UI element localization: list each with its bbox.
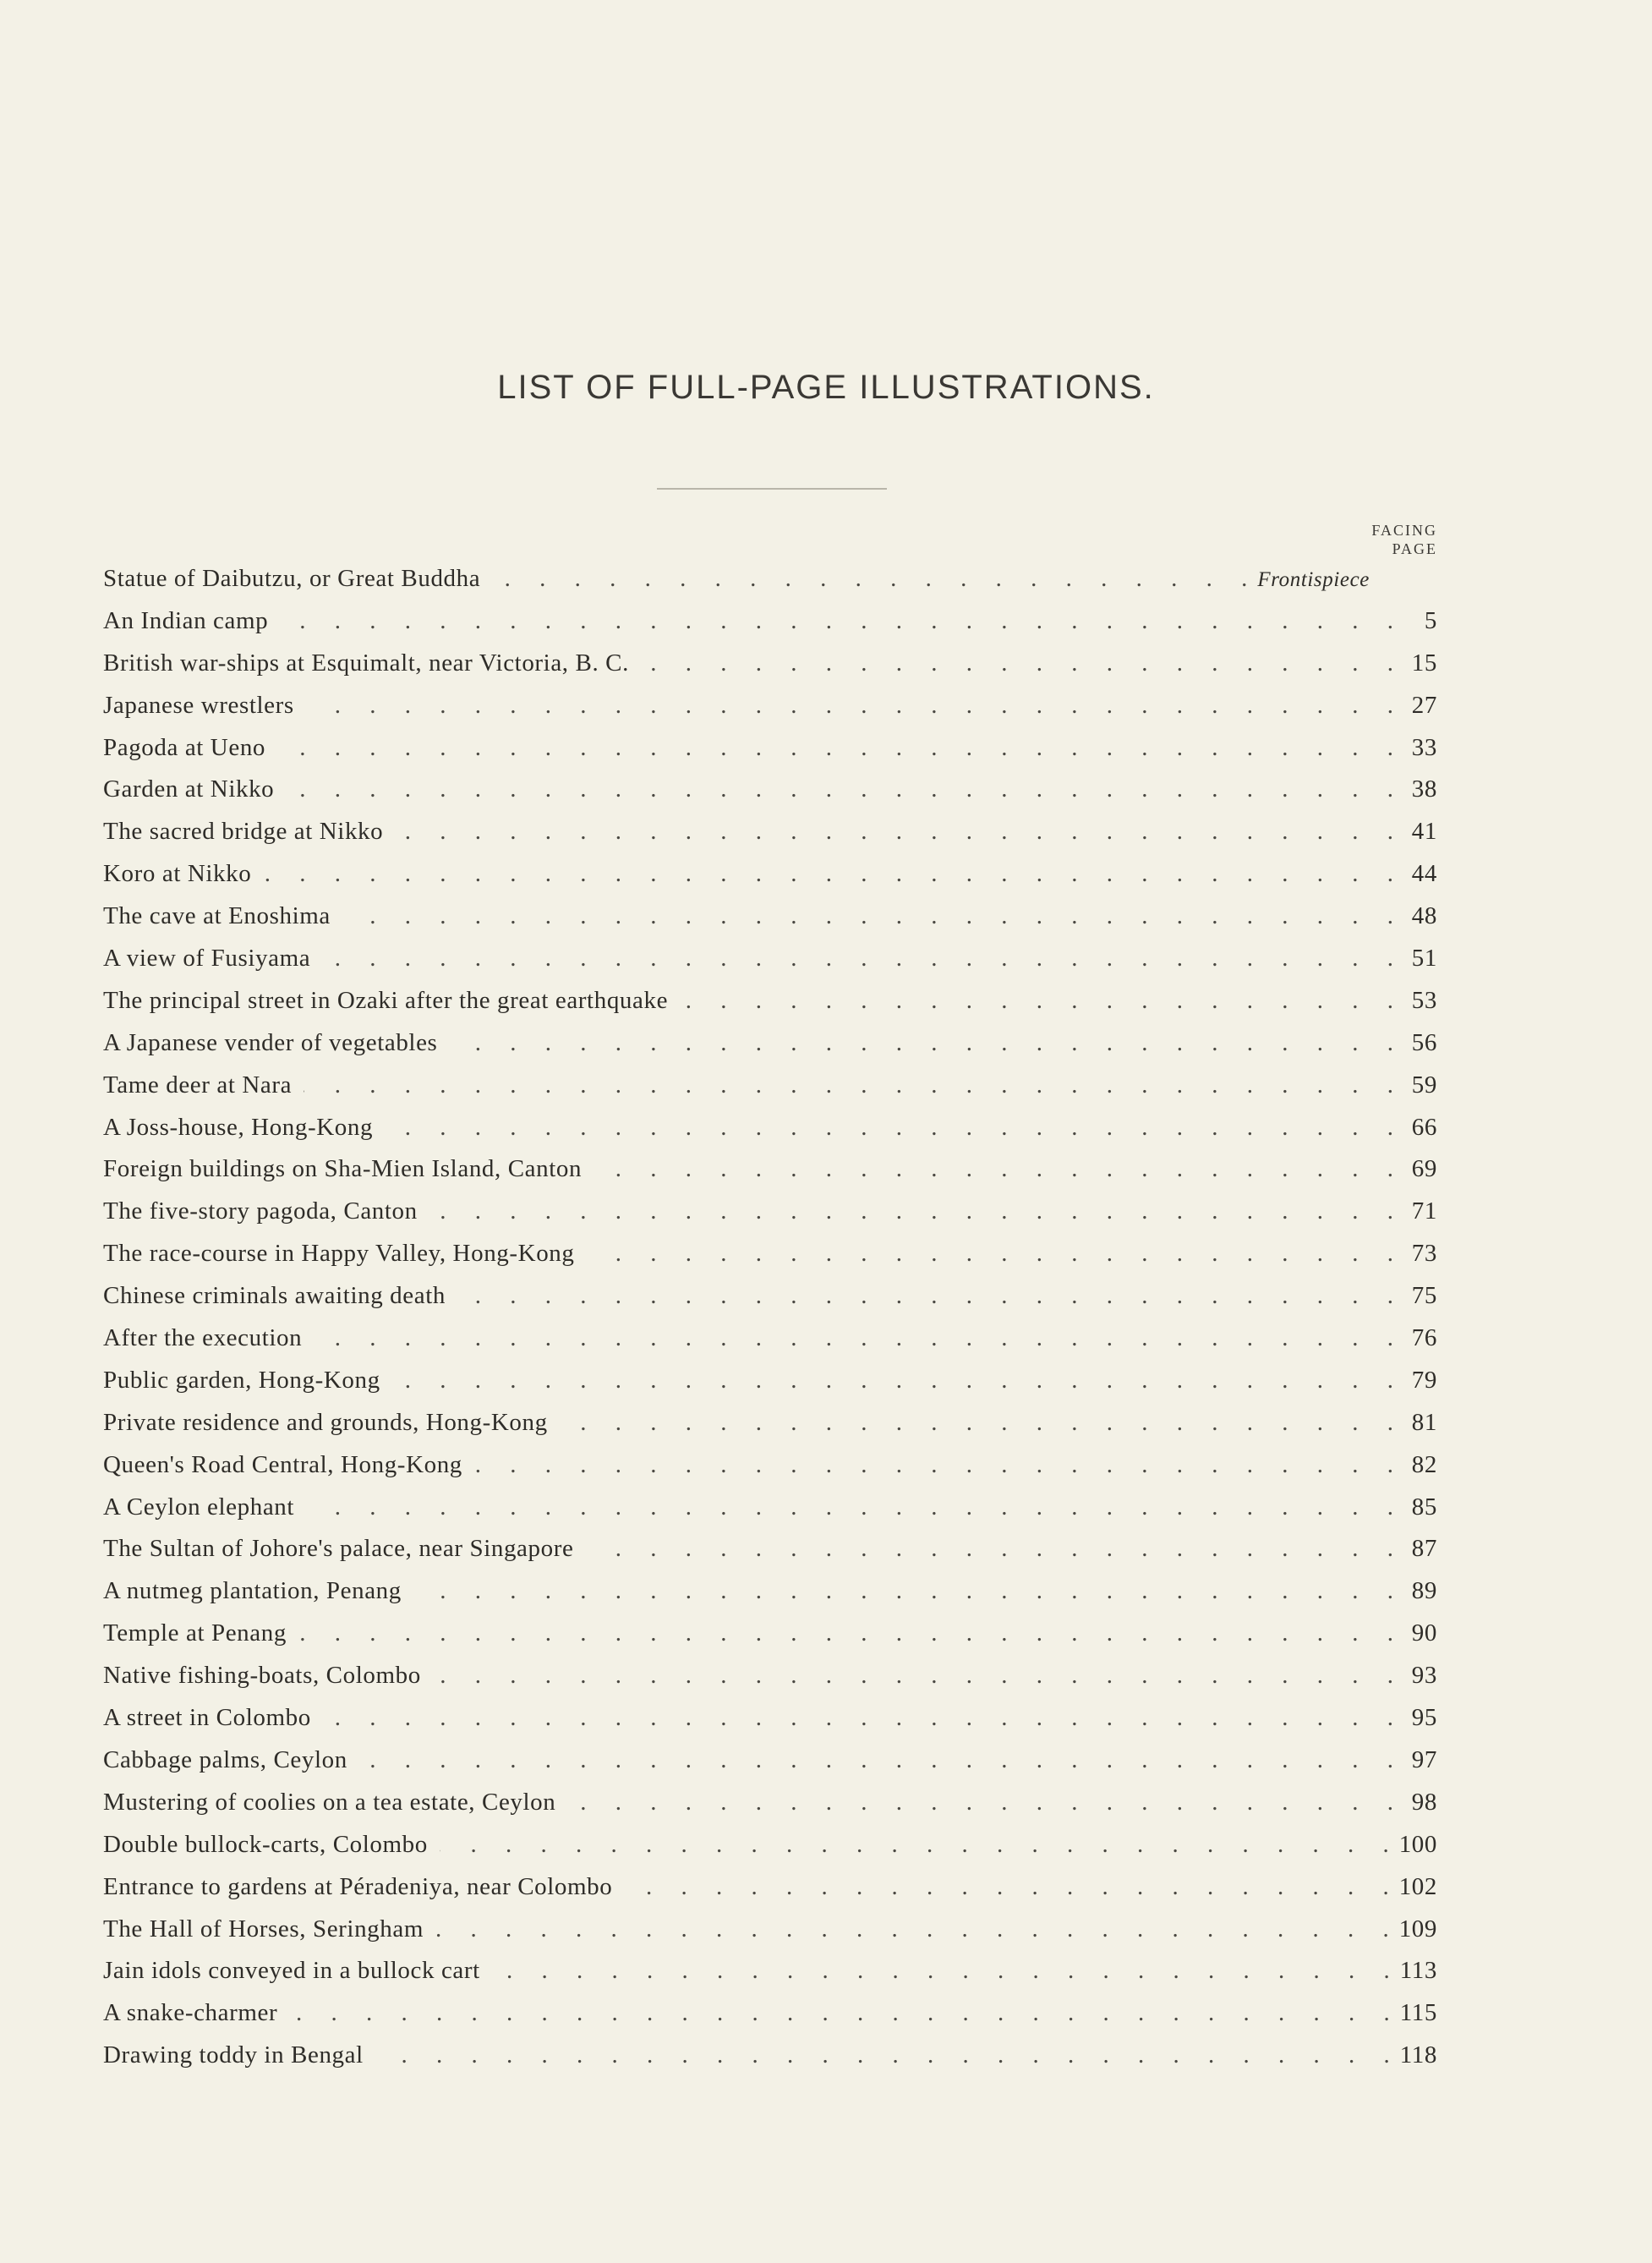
page-number: 85: [1411, 1493, 1437, 1521]
facing-page-header: [1371, 521, 1437, 558]
list-item: [103, 1957, 1437, 1999]
list-item: [103, 1451, 1437, 1493]
list-item: [103, 860, 1437, 902]
page-number: 44: [1411, 860, 1437, 888]
list-item: [103, 1197, 1437, 1240]
dot-leader: [429, 1197, 1393, 1225]
page-number: 76: [1411, 1324, 1437, 1352]
illustration-title: A snake-charmer: [103, 1999, 278, 2027]
illustration-title: Garden at Nikko: [103, 775, 275, 803]
page-number: 66: [1411, 1113, 1437, 1141]
list-item: [103, 1873, 1437, 1915]
illustration-title: The cave at Enoshima: [103, 902, 331, 930]
illustration-title: A Japanese vender of vegetables: [103, 1028, 438, 1056]
illustration-title: A view of Fusiyama: [103, 945, 311, 973]
illustration-title: A Joss-house, Hong-Kong: [103, 1113, 374, 1141]
list-item: [103, 1619, 1437, 1662]
dot-leader: [306, 1493, 1393, 1521]
dot-leader: [474, 1451, 1393, 1479]
page-number: 79: [1411, 1366, 1437, 1394]
dot-leader: [440, 1831, 1389, 1859]
dot-leader: [567, 1789, 1393, 1816]
illustration-title: The principal street in Ozaki after the great earthquake: [103, 986, 669, 1014]
dot-leader: [587, 1240, 1394, 1268]
list-item: [103, 1029, 1437, 1071]
dot-leader: [289, 1999, 1390, 2027]
page-number: 109: [1398, 1915, 1437, 1942]
illustration-title: Tame deer at Nara: [103, 1071, 293, 1099]
list-item: [103, 1071, 1437, 1114]
list-item: [103, 1367, 1437, 1409]
illustration-title: Statue of Daibutzu, or Great Buddha: [103, 565, 481, 592]
page-number: 51: [1411, 945, 1437, 973]
illustration-title: Double bullock-carts, Colombo: [103, 1830, 428, 1858]
list-item: [103, 818, 1437, 860]
illustration-title: The race-course in Happy Valley, Hong-Kong: [103, 1240, 575, 1268]
facing-page-header-line2: PAGE: [1392, 540, 1437, 557]
page-number: 5: [1424, 606, 1437, 634]
list-item: [103, 1831, 1437, 1873]
page-number: 113: [1399, 1957, 1437, 1985]
page-number: Frontispiece: [1257, 568, 1370, 591]
page-number: 82: [1411, 1450, 1437, 1478]
list-item: [103, 987, 1437, 1029]
facing-page-header-line1: FACING: [1371, 522, 1437, 539]
dot-leader: [322, 945, 1393, 973]
dot-leader: [624, 1873, 1388, 1901]
dot-leader: [323, 1704, 1393, 1732]
dot-leader: [385, 1114, 1393, 1142]
page-number: 75: [1411, 1282, 1437, 1310]
page-number: 118: [1399, 2041, 1437, 2069]
dot-leader: [359, 1746, 1393, 1774]
dot-leader: [342, 902, 1393, 930]
page-number: 81: [1411, 1408, 1437, 1436]
dot-leader: [492, 1957, 1390, 1985]
list-item: [103, 1535, 1437, 1577]
page-number: 53: [1411, 986, 1437, 1014]
dot-leader: [392, 1367, 1393, 1395]
list-item: [103, 1240, 1437, 1282]
illustration-title: Entrance to gardens at Péradeniya, near Colombo: [103, 1872, 613, 1900]
page-number: 97: [1411, 1745, 1437, 1773]
dot-leader: [413, 1577, 1393, 1605]
illustration-title: An Indian camp: [103, 606, 269, 634]
illustration-title: Mustering of coolies on a tea estate, Ceylon: [103, 1788, 556, 1816]
dot-leader: [560, 1409, 1393, 1437]
illustration-title: A Ceylon elephant: [103, 1493, 295, 1521]
illustration-title: The Sultan of Johore's palace, near Singapore: [103, 1535, 574, 1563]
list-item: [103, 1324, 1437, 1367]
dot-leader: [314, 1324, 1393, 1352]
page-title: LIST OF FULL-PAGE ILLUSTRATIONS.: [497, 369, 1155, 406]
page-number: 100: [1398, 1830, 1437, 1858]
page-number: 93: [1411, 1662, 1437, 1690]
illustration-title: British war-ships at Esquimalt, near Victoria, B. C.: [103, 649, 629, 677]
dot-leader: [277, 734, 1393, 762]
dot-leader: [594, 1155, 1393, 1183]
page-number: 41: [1411, 818, 1437, 846]
page-number: 48: [1411, 902, 1437, 930]
illustration-title: Jain idols conveyed in a bullock cart: [103, 1957, 480, 1985]
illustration-title: Temple at Penang: [103, 1619, 287, 1647]
illustration-title: Cabbage palms, Ceylon: [103, 1745, 347, 1773]
dot-leader: [286, 775, 1393, 803]
illustration-title: Native fishing-boats, Colombo: [103, 1662, 421, 1690]
dot-leader: [457, 1282, 1393, 1310]
page-number: 89: [1411, 1577, 1437, 1605]
list-item: [103, 775, 1437, 818]
list-item: [103, 1746, 1437, 1789]
page-number: 71: [1411, 1197, 1437, 1225]
list-item: [103, 902, 1437, 945]
dot-leader: [395, 818, 1393, 846]
list-item: [103, 649, 1437, 692]
dot-leader: [433, 1662, 1393, 1690]
dot-leader: [298, 1619, 1393, 1647]
title-divider: [657, 488, 887, 490]
dot-leader: [449, 1029, 1393, 1057]
illustration-title: A nutmeg plantation, Penang: [103, 1577, 402, 1605]
page-number: 90: [1411, 1619, 1437, 1647]
dot-leader: [375, 2041, 1390, 2069]
list-item: [103, 1704, 1437, 1746]
page-number: 87: [1411, 1535, 1437, 1563]
list-item: [103, 565, 1437, 607]
illustration-title: Chinese criminals awaiting death: [103, 1282, 446, 1310]
page-number: 102: [1398, 1872, 1437, 1900]
list-item: [103, 1999, 1437, 2041]
illustration-title: Drawing toddy in Bengal: [103, 2041, 364, 2069]
dot-leader: [435, 1915, 1389, 1943]
dot-leader: [641, 649, 1393, 677]
illustration-title: Public garden, Hong-Kong: [103, 1366, 380, 1394]
illustration-title: Queen's Road Central, Hong-Kong: [103, 1450, 462, 1478]
list-item: [103, 1282, 1437, 1324]
dot-leader: [306, 692, 1393, 720]
dot-leader: [492, 565, 1247, 593]
list-item: [103, 1577, 1437, 1619]
page-number: 33: [1411, 733, 1437, 761]
page-number: 98: [1411, 1788, 1437, 1816]
list-item: [103, 2041, 1437, 2084]
page-number: 38: [1411, 775, 1437, 803]
page-number: 95: [1411, 1704, 1437, 1732]
dot-leader: [304, 1071, 1393, 1099]
dot-leader: [680, 987, 1393, 1015]
illustration-title: The Hall of Horses, Seringham: [103, 1915, 424, 1942]
dot-leader: [585, 1535, 1393, 1563]
dot-leader: [263, 860, 1393, 888]
list-item: [103, 1789, 1437, 1831]
illustration-title: Private residence and grounds, Hong-Kong: [103, 1408, 548, 1436]
illustration-title: The five-story pagoda, Canton: [103, 1197, 418, 1225]
dot-leader: [280, 607, 1393, 635]
list-item: [103, 945, 1437, 987]
list-item: [103, 1114, 1437, 1156]
illustration-title: Japanese wrestlers: [103, 691, 294, 719]
list-item: [103, 1493, 1437, 1536]
list-item: [103, 692, 1437, 734]
list-item: [103, 607, 1437, 649]
page-number: 56: [1411, 1028, 1437, 1056]
illustration-title: The sacred bridge at Nikko: [103, 818, 384, 846]
illustration-title: After the execution: [103, 1324, 303, 1352]
list-item: [103, 1915, 1437, 1958]
illustration-title: Pagoda at Ueno: [103, 733, 266, 761]
illustration-title: Koro at Nikko: [103, 860, 252, 888]
page-number: 15: [1411, 649, 1437, 677]
list-item: [103, 734, 1437, 776]
page-number: 27: [1411, 691, 1437, 719]
page-number: 115: [1399, 1999, 1437, 2027]
page-number: 59: [1411, 1071, 1437, 1099]
page-number: 73: [1411, 1240, 1437, 1268]
list-item: [103, 1662, 1437, 1704]
page-number: 69: [1411, 1155, 1437, 1183]
list-item: [103, 1409, 1437, 1451]
illustration-title: Foreign buildings on Sha-Mien Island, Canton: [103, 1155, 583, 1183]
illustration-title: A street in Colombo: [103, 1704, 311, 1732]
list-item: [103, 1155, 1437, 1197]
illustration-list: [103, 565, 1437, 2084]
